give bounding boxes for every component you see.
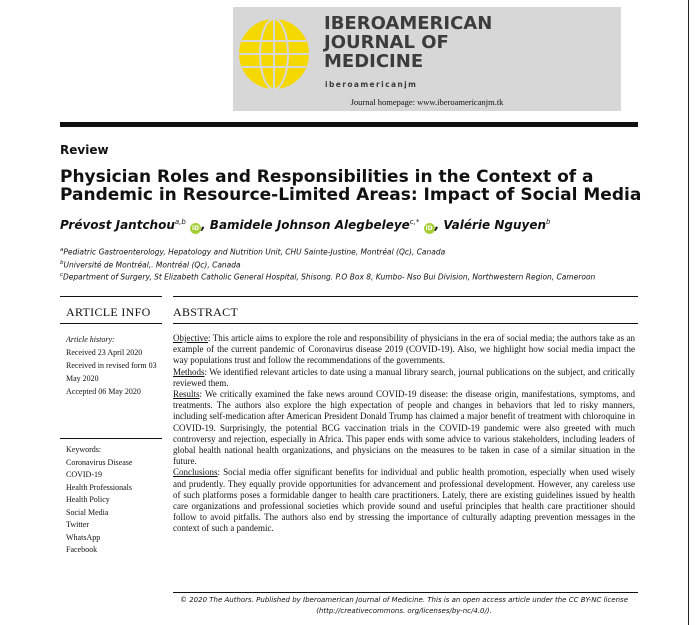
author-affiliation-mark: a,b — [174, 218, 186, 226]
abstract-section — [173, 467, 635, 534]
divider — [173, 592, 638, 593]
keywords — [66, 444, 162, 557]
divider — [173, 296, 638, 297]
journal-homepage: Journal homepage: www.iberoamericanjm.tk — [350, 97, 504, 107]
divider — [60, 438, 162, 439]
abstract-section-label: Objective — [173, 333, 208, 343]
abstract-section — [173, 389, 635, 467]
author-name: Valérie Nguyen — [443, 218, 547, 232]
keyword: Twitter — [66, 520, 89, 529]
history-item: Received 23 April 2020 — [66, 348, 143, 357]
divider — [60, 323, 162, 324]
journal-name-line: IBEROAMERICAN — [324, 13, 493, 34]
author-name: Bamidele Johnson Alegbeleye — [209, 218, 410, 232]
journal-name-line: JOURNAL OF — [324, 32, 449, 53]
affiliation-text: Department of Surgery, St Elizabeth Catholic General Hospital, Shisong. P.O Box 8, Kumbo- Nso Bui Division, Northwestern Region, Cameroon — [63, 272, 596, 282]
affiliation — [60, 270, 660, 283]
license-note: © 2020 The Authors. Published by Iberoamerican Journal of Medicine. This is an open access article under the CC BY-NC license (http://creativecommons. org/licenses/by-nc/4.0/). — [179, 596, 629, 615]
abstract-body — [173, 333, 635, 535]
keyword: WhatsApp — [66, 532, 101, 542]
journal-name — [324, 14, 524, 71]
journal-name-line: MEDICINE — [324, 51, 424, 72]
history-item: Received in revised form 03 May 2020 — [66, 361, 157, 383]
affiliation-mark: c — [60, 272, 64, 278]
article-info-heading: ARTICLE INFO — [66, 305, 151, 319]
abstract-section-text: : We critically examined the fake news around COVID-19 disease: the disease origin, manifestations, symptoms, and treatments. The authors also explore the high expectation of people and changes in behaviors that led to risky manners, including self-medication after American President Donald Trump has claimed a major benefit of treatment with chloroquine in COVID-19. Surprisingly, the potential BCG vaccination trials in the COVID-19 pandemic were also greeted with much controversy and rejection, especially in Africa. This paper ends with some advice to various stakeholders, including leaders of global health national health organizations, and physicians on the measures to be taken in case of a similar situation in the future. — [173, 389, 635, 467]
abstract-section-text: : This article aims to explore the role and responsibility of physicians in the era of social media; the authors take as an example of the current pandemic of Coronavirus disease 2019 (COVID-19). Also, we highlight how social media impact the way populations trust and follow the recommendations of the governments. — [173, 333, 635, 366]
author-affiliation-mark: c,* — [409, 218, 420, 226]
affiliation-text: Pediatric Gastroenterology, Hepatology and Nutrition Unit, CHU Sainte-Justine, Montréal (Qc), Canada — [63, 247, 446, 257]
article-title: Physician Roles and Responsibilities in the Context of a Pandemic in Resource-Limited Areas: Impact of Social Media — [60, 167, 642, 205]
history-label: Article history: — [66, 335, 115, 344]
keyword: Coronavirus Disease COVID-19 — [66, 457, 133, 479]
abstract-heading: ABSTRACT — [173, 305, 239, 319]
affiliation — [60, 258, 660, 271]
abstract-section-label: Results — [173, 389, 200, 400]
abstract-section — [173, 367, 635, 389]
orcid-icon[interactable]: iD — [425, 225, 433, 232]
divider — [60, 296, 162, 297]
divider — [173, 323, 638, 324]
orcid-icon[interactable]: iD — [192, 225, 200, 232]
affiliation — [60, 245, 660, 258]
keywords-label: Keywords: — [66, 445, 102, 454]
abstract-section-label: Conclusions — [173, 467, 218, 478]
author-separator: , — [434, 218, 444, 232]
affiliations — [60, 245, 660, 283]
abstract-section-label: Methods — [173, 366, 205, 377]
abstract-section-text: : Social media offer significant benefits for individual and public health promotion, especially when used wisely and prudently. They equally provide opportunities for advancement and professional development. However, any careless use of such platforms poses a formidable danger to health care practitioners. Lately, there are existing guidelines issued by health care organizations and professional societies which provide sound and useful principles that health care practitioner should follow to avoid pitfalls. The authors also end by stressing the importance of culturally adapting prevention messages in the context of such a pandemic. — [173, 467, 635, 534]
keyword: Facebook — [66, 545, 98, 554]
header-rule — [60, 122, 638, 127]
abstract-section-text: : We identified relevant articles to date using a manual library search, journal publications on the subject, and critically reviewed them. — [173, 366, 635, 388]
article-type: Review — [60, 143, 109, 157]
author-affiliation-mark: b — [546, 218, 551, 226]
author-name: Prévost Jantchou — [60, 218, 175, 232]
affiliation-mark: a — [60, 247, 64, 253]
author-separator: , — [201, 218, 210, 232]
history-item: Accepted 06 May 2020 — [66, 387, 141, 396]
article-history — [66, 333, 162, 398]
affiliation-text: Université de Montréal,. Montréal (Qc), Canada — [63, 260, 241, 269]
globe-logo-icon — [237, 17, 311, 91]
abstract-section — [173, 333, 635, 367]
keyword: Health Professionals — [66, 482, 132, 492]
keyword: Health Policy — [66, 495, 110, 504]
affiliation-mark: b — [60, 259, 64, 266]
keyword: Social Media — [66, 507, 109, 517]
journal-brand-url: iberoamericanjm — [325, 80, 418, 89]
author-list — [60, 218, 660, 234]
page-edge-line — [688, 0, 689, 625]
